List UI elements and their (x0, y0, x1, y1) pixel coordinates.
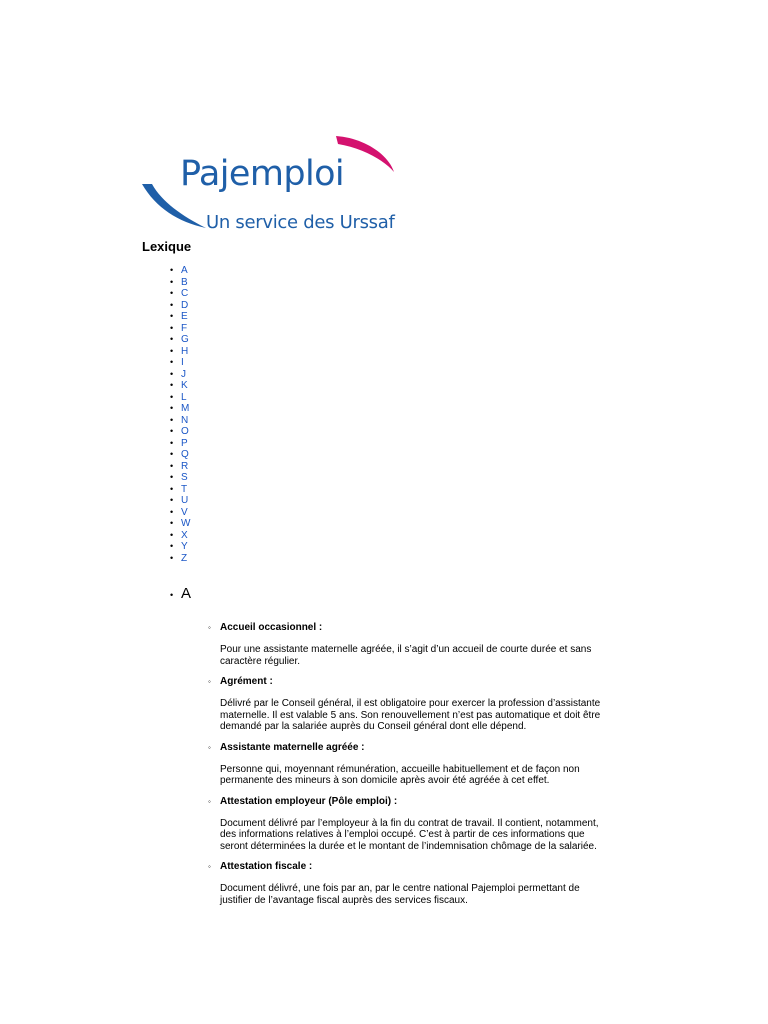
alphabet-link-n[interactable]: N (181, 414, 189, 426)
alphabet-link-y[interactable]: Y (181, 541, 188, 552)
alphabet-link-e[interactable]: E (181, 311, 188, 322)
alphabet-item (170, 311, 190, 323)
entry-definition: Délivré par le Conseil général, il est obligatoire pour exercer la profession d’assistante maternelle. Il est valable 5 ans. Son renouvellement n’est pas automatique et doit être demandé par la salariée auprès du Conseil général dont elle dépend. (220, 698, 601, 732)
alphabet-link-j[interactable]: J (181, 368, 186, 380)
alphabet-link-k[interactable]: K (181, 380, 188, 391)
alphabet-link-u[interactable]: U (181, 495, 189, 506)
alphabet-link-w[interactable]: W (181, 518, 191, 529)
alphabet-link-r[interactable]: R (181, 460, 189, 472)
section-letter-heading: • A (170, 586, 191, 602)
alphabet-item (170, 507, 190, 519)
lexicon-entry (208, 861, 608, 906)
alphabet-item (170, 323, 190, 335)
logo-brand-name: Pajemploi (180, 154, 345, 194)
alphabet-item (170, 392, 190, 404)
lexicon-entries (208, 622, 608, 915)
entry-definition: Document délivré par l’employeur à la fin du contrat de travail. Il contient, notamment, des informations relatives à l’emploi occupé. C’est à partir de ces informations que seront déterminées la durée et le montant de l’indemnisation chômage de la salariée. (220, 817, 599, 852)
alphabet-item (170, 484, 190, 496)
entry-definition: Pour une assistante maternelle agréée, il s’agit d’un accueil de courte durée et sans caractère régulier. (220, 644, 592, 667)
logo-tagline: Un service des Urssaf (206, 212, 395, 233)
alphabet-link-h[interactable]: H (181, 345, 189, 357)
alphabet-item (170, 530, 190, 542)
alphabet-item (170, 438, 190, 450)
alphabet-item (170, 403, 190, 415)
alphabet-link-f[interactable]: F (181, 322, 188, 334)
alphabet-link-o[interactable]: O (181, 426, 189, 437)
alphabet-link-m[interactable]: M (181, 403, 190, 414)
lexicon-section (170, 585, 601, 906)
lexicon-entry (208, 742, 608, 787)
entry-definition: Document délivré, une fois par an, par le centre national Pajemploi permettant de justifier de l’avantage fiscal auprès des services fiscaux. (220, 883, 580, 906)
alphabet-link-s[interactable]: S (181, 472, 188, 483)
alphabet-index (170, 265, 190, 564)
entry-term: ◦ Agrément : (208, 676, 608, 688)
alphabet-item (170, 518, 190, 530)
alphabet-link-d[interactable]: D (181, 299, 189, 311)
alphabet-item (170, 553, 190, 565)
alphabet-link-v[interactable]: V (181, 506, 188, 518)
alphabet-item (170, 541, 190, 553)
alphabet-item (170, 357, 190, 369)
alphabet-item (170, 334, 190, 346)
alphabet-item (170, 369, 190, 381)
alphabet-item (170, 426, 190, 438)
alphabet-item (170, 449, 190, 461)
alphabet-item (170, 277, 190, 289)
alphabet-link-c[interactable]: C (181, 288, 189, 299)
alphabet-link-q[interactable]: Q (181, 449, 189, 460)
lexicon-entry (208, 622, 608, 667)
alphabet-link-t[interactable]: T (181, 483, 188, 495)
alphabet-item (170, 380, 190, 392)
alphabet-link-a[interactable]: A (181, 265, 188, 276)
lexicon-entry (208, 796, 608, 853)
entry-term: ◦ Attestation fiscale : (208, 861, 608, 873)
alphabet-item (170, 495, 190, 507)
alphabet-link-x[interactable]: X (181, 529, 188, 541)
alphabet-item (170, 461, 190, 473)
entry-term: ◦ Accueil occasionnel : (208, 622, 608, 634)
alphabet-link-p[interactable]: P (181, 437, 188, 449)
lexicon-entry (208, 676, 608, 733)
page-title: Lexique (142, 239, 192, 254)
alphabet-item (170, 415, 190, 427)
alphabet-link-b[interactable]: B (181, 276, 188, 288)
alphabet-link-l[interactable]: L (181, 391, 187, 403)
alphabet-item (170, 265, 190, 277)
pajemploi-logo (140, 130, 400, 240)
entry-definition: Personne qui, moyennant rémunération, accueille habituellement et de façon non permanente des mineurs à son domicile après avoir été agréée à cet effet. (220, 763, 580, 786)
alphabet-item (170, 300, 190, 312)
alphabet-link-z[interactable]: Z (181, 552, 188, 564)
entry-term: ◦ Assistante maternelle agréée : (208, 742, 608, 754)
alphabet-link-g[interactable]: G (181, 334, 189, 345)
alphabet-link-i[interactable]: I (181, 357, 184, 368)
alphabet-item (170, 288, 190, 300)
alphabet-item (170, 346, 190, 358)
alphabet-item (170, 472, 190, 484)
entry-term: ◦ Attestation employeur (Pôle emploi) : (208, 796, 608, 808)
